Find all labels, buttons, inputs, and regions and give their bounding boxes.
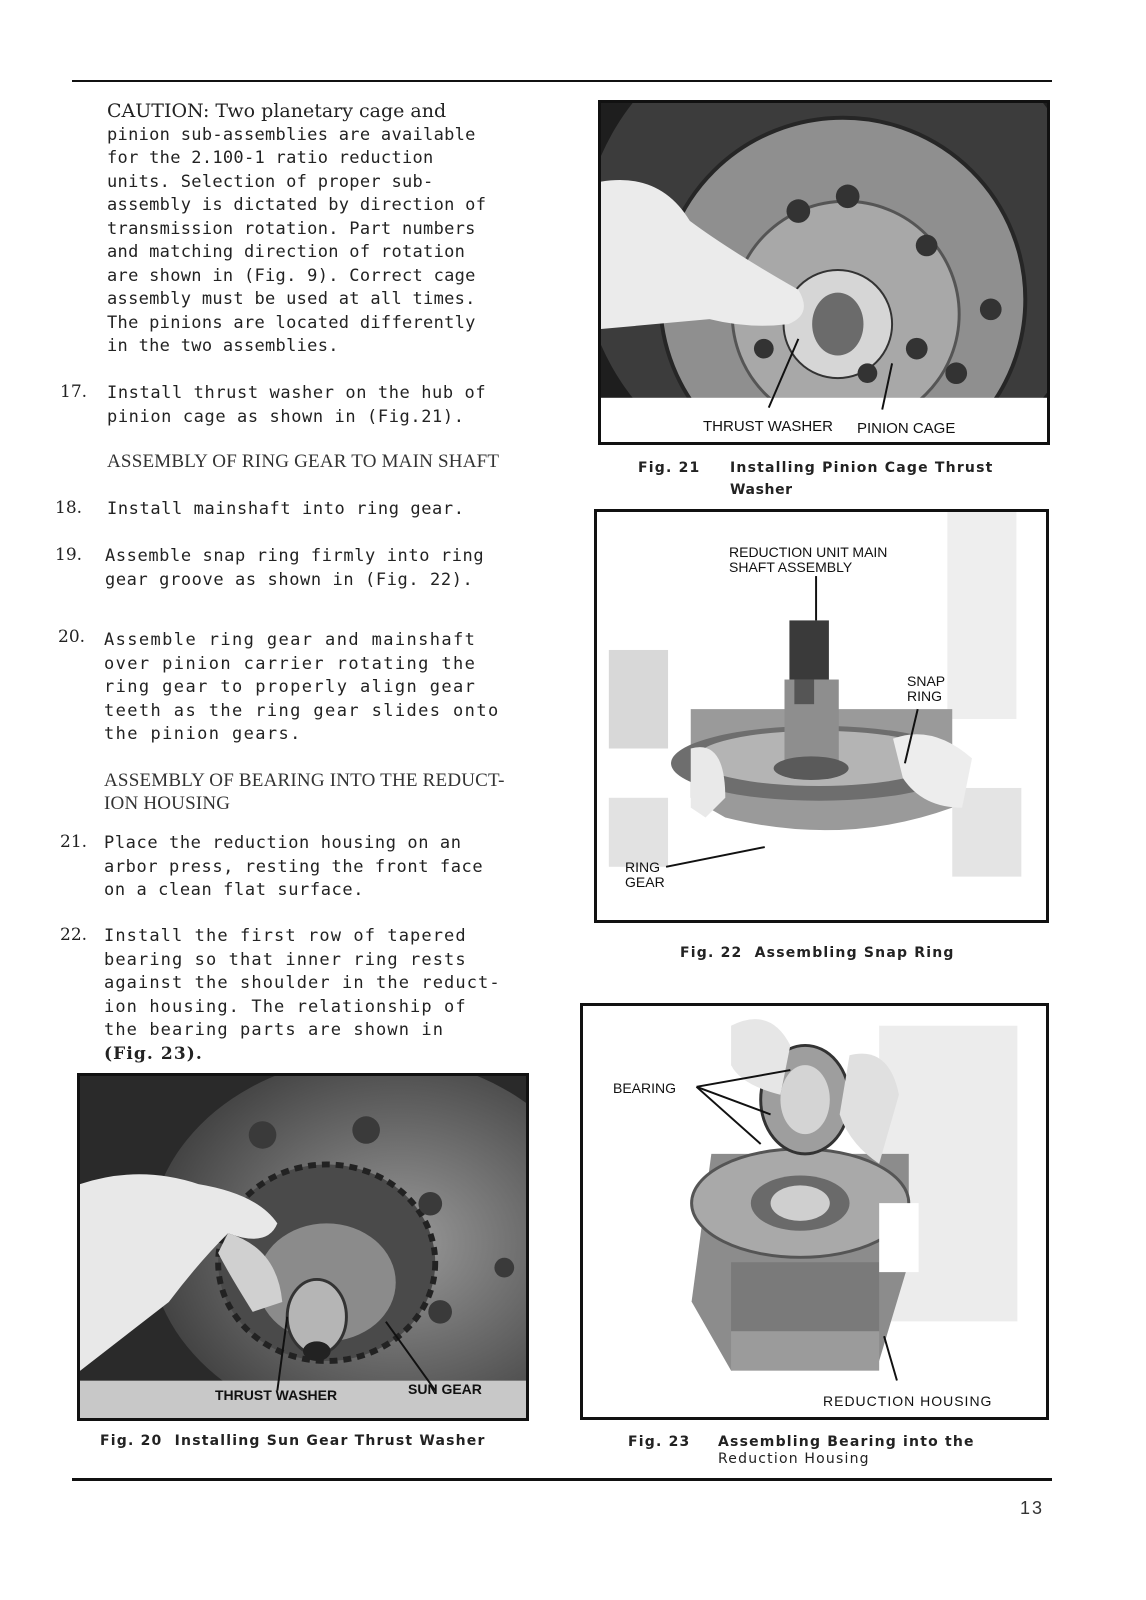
section-heading: [104, 769, 505, 815]
step-line: ring gear to properly align gear: [104, 677, 477, 697]
fig20-thrust-washer-label: THRUST WASHER: [215, 1387, 338, 1403]
section-heading: ASSEMBLY OF RING GEAR TO MAIN SHAFT: [107, 451, 500, 472]
step-text: [107, 382, 537, 429]
fig21-caption: [638, 457, 994, 501]
caption-text: Washer: [730, 482, 793, 498]
step-number: 20.: [58, 627, 86, 647]
fig21-pinion-cage-label: PINION CAGE: [857, 420, 956, 437]
top-rule: [72, 80, 1052, 82]
bottom-rule: [72, 1478, 1052, 1481]
caution-line: assembly is dictated by direction of: [107, 195, 487, 215]
step-line: bearing so that inner ring rests: [104, 949, 467, 970]
page-number: 13: [1019, 1498, 1044, 1518]
fig22-photo: [594, 509, 1049, 923]
fig20-caption: [100, 1433, 486, 1449]
label-line: GEAR: [625, 874, 665, 890]
caution-line: in the two assemblies.: [107, 336, 339, 356]
caption-text: Installing Sun Gear Thrust Washer: [174, 1433, 486, 1449]
step-text: [104, 832, 534, 903]
fig22-caption: [680, 945, 955, 961]
fig23-illustration: [583, 1006, 1046, 1417]
step-text: [104, 925, 534, 1066]
step-line: Place the reduction housing on an: [104, 833, 462, 853]
step-number: 18.: [55, 498, 83, 518]
step-number: 21.: [60, 832, 88, 852]
label-line: SHAFT ASSEMBLY: [729, 559, 853, 575]
caution-line: CAUTION: Two planetary cage and: [107, 100, 447, 122]
caption-number: Fig. 23: [628, 1434, 691, 1450]
step-line: gear groove as shown in (Fig. 22).: [105, 569, 474, 590]
label-line: RING: [625, 859, 660, 875]
step-line: pinion cage as shown in (Fig.21).: [107, 406, 465, 427]
caution-line: and matching direction of rotation: [107, 242, 466, 262]
caution-line: are shown in (Fig. 9). Correct cage: [107, 265, 476, 286]
caption-number: Fig. 21: [638, 460, 701, 476]
caution-line: pinion sub-assemblies are available: [107, 124, 476, 145]
step-line: Install thrust washer on the hub of: [107, 383, 487, 403]
caption-number: Fig. 22: [680, 945, 743, 961]
caution-block: [107, 100, 537, 359]
step-line: on a clean flat surface.: [104, 880, 365, 900]
step-text: [107, 498, 537, 522]
caution-line: units. Selection of proper sub-: [107, 171, 434, 192]
step-line: Install the first row of tapered: [104, 926, 467, 946]
step-line: Assemble snap ring firmly into ring: [105, 546, 485, 566]
label-line: REDUCTION UNIT MAIN: [729, 544, 888, 560]
step-line: over pinion carrier rotating the: [104, 653, 477, 674]
heading-line: ION HOUSING: [104, 793, 231, 814]
caption-number: Fig. 20: [100, 1433, 163, 1449]
label-line: RING: [907, 688, 942, 704]
step-line: (Fig. 23).: [104, 1043, 203, 1064]
fig21-thrust-washer-label: THRUST WASHER: [703, 418, 834, 435]
step-line: arbor press, resting the front face: [104, 856, 484, 877]
step-number: 17.: [60, 382, 88, 402]
fig21-illustration: [601, 103, 1047, 442]
caption-text: Reduction Housing: [718, 1451, 870, 1467]
fig23-reduction-housing-label: REDUCTION HOUSING: [823, 1393, 993, 1409]
fig23-bearing-label: BEARING: [613, 1080, 677, 1096]
fig22-main-shaft-label: [729, 545, 887, 575]
step-text: [104, 629, 534, 747]
caution-line: assembly must be used at all times.: [107, 289, 476, 309]
fig20-sun-gear-label: SUN GEAR: [408, 1381, 482, 1397]
fig23-caption: [628, 1434, 975, 1468]
step-line: ion housing. The relationship of: [104, 996, 467, 1017]
fig20-photo: [77, 1073, 529, 1421]
step-line: teeth as the ring gear slides onto: [104, 700, 500, 721]
step-line: Assemble ring gear and mainshaft: [104, 630, 477, 650]
caption-text: Assembling Snap Ring: [754, 945, 955, 961]
heading-line: ASSEMBLY OF BEARING INTO THE REDUCT-: [104, 770, 505, 791]
label-line: SNAP: [907, 673, 946, 689]
step-line: the pinion gears.: [104, 724, 302, 744]
caution-line: for the 2.100-1 ratio reduction: [107, 148, 434, 168]
step-text: [105, 545, 535, 592]
step-number: 22.: [60, 925, 88, 945]
caption-text: Installing Pinion Cage Thrust: [730, 460, 994, 476]
fig22-ring-gear-label: [625, 860, 665, 890]
caution-line: The pinions are located differently: [107, 312, 476, 333]
step-line: against the shoulder in the reduct-: [104, 973, 501, 993]
step-line: Install mainshaft into ring gear.: [107, 499, 465, 519]
caption-text: Assembling Bearing into the: [718, 1434, 975, 1450]
step-number: 19.: [55, 545, 83, 565]
fig23-photo: [580, 1003, 1049, 1420]
fig20-illustration: [80, 1076, 526, 1418]
caution-line: transmission rotation. Part numbers: [107, 218, 476, 239]
fig22-snap-ring-label: [907, 674, 945, 704]
step-line: the bearing parts are shown in: [104, 1020, 445, 1040]
fig21-photo: [598, 100, 1050, 445]
